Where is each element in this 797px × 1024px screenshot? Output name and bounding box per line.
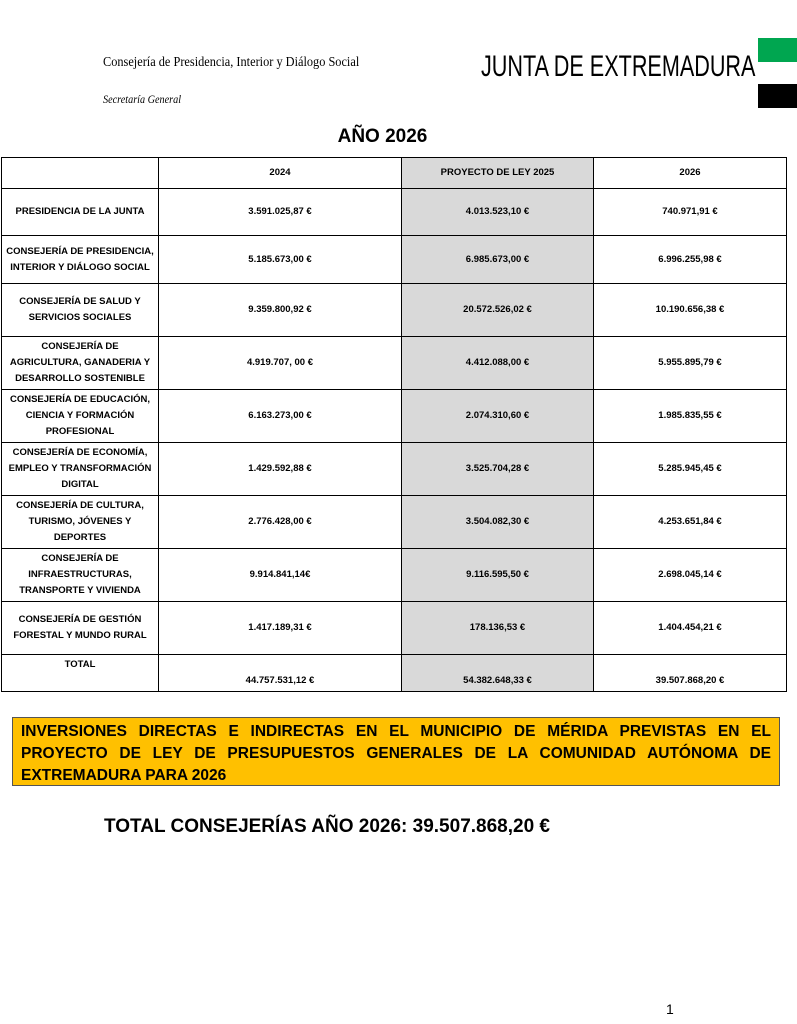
cell-2026: 5.955.895,79 € bbox=[594, 337, 787, 390]
table-row bbox=[2, 390, 787, 443]
cell-2024: 5.185.673,00 € bbox=[159, 236, 402, 284]
total-2026: 39.507.868,20 € bbox=[594, 655, 787, 692]
cell-2026: 10.190.656,38 € bbox=[594, 284, 787, 337]
cell-2025: 178.136,53 € bbox=[402, 602, 594, 655]
cell-2025: 3.504.082,30 € bbox=[402, 496, 594, 549]
row-label: CONSEJERÍA DE GESTIÓN FORESTAL Y MUNDO RURAL bbox=[2, 602, 159, 655]
header-cell-label bbox=[2, 158, 159, 189]
total-label: TOTAL bbox=[2, 655, 159, 692]
cell-2024: 2.776.428,00 € bbox=[159, 496, 402, 549]
table-row bbox=[2, 443, 787, 496]
row-label: PRESIDENCIA DE LA JUNTA bbox=[2, 189, 159, 236]
cell-2026: 4.253.651,84 € bbox=[594, 496, 787, 549]
total-row bbox=[2, 655, 787, 692]
cell-2026: 5.285.945,45 € bbox=[594, 443, 787, 496]
cell-2026: 740.971,91 € bbox=[594, 189, 787, 236]
flag-green-stripe bbox=[758, 38, 797, 62]
row-label: CONSEJERÍA DE INFRAESTRUCTURAS, TRANSPORTE Y VIVIENDA bbox=[2, 549, 159, 602]
cell-2025: 2.074.310,60 € bbox=[402, 390, 594, 443]
cell-2025: 20.572.526,02 € bbox=[402, 284, 594, 337]
cell-2024: 1.429.592,88 € bbox=[159, 443, 402, 496]
row-label: CONSEJERÍA DE CULTURA, TURISMO, JÓVENES Y DEPORTES bbox=[2, 496, 159, 549]
row-label: CONSEJERÍA DE EDUCACIÓN, CIENCIA Y FORMACIÓN PROFESIONAL bbox=[2, 390, 159, 443]
junta-logo: JUNTA DE EXTREMADURA bbox=[481, 50, 756, 83]
table-row bbox=[2, 496, 787, 549]
table-row bbox=[2, 337, 787, 390]
total-2025: 54.382.648,33 € bbox=[402, 655, 594, 692]
row-label: CONSEJERÍA DE ECONOMÍA, EMPLEO Y TRANSFORMACIÓN DIGITAL bbox=[2, 443, 159, 496]
cell-2025: 4.013.523,10 € bbox=[402, 189, 594, 236]
header-cell-2025: PROYECTO DE LEY 2025 bbox=[402, 158, 594, 189]
flag-black-stripe bbox=[758, 84, 797, 108]
budget-table bbox=[1, 157, 787, 692]
cell-2024: 1.417.189,31 € bbox=[159, 602, 402, 655]
cell-2026: 1.404.454,21 € bbox=[594, 602, 787, 655]
table-header-row bbox=[2, 158, 787, 189]
row-label: CONSEJERÍA DE PRESIDENCIA, INTERIOR Y DIÁLOGO SOCIAL bbox=[2, 236, 159, 284]
cell-2024: 6.163.273,00 € bbox=[159, 390, 402, 443]
table-row bbox=[2, 284, 787, 337]
cell-2025: 6.985.673,00 € bbox=[402, 236, 594, 284]
row-label: CONSEJERÍA DE SALUD Y SERVICIOS SOCIALES bbox=[2, 284, 159, 337]
cell-2024: 9.359.800,92 € bbox=[159, 284, 402, 337]
header-subtitle: Secretaría General bbox=[103, 92, 182, 106]
cell-2026: 2.698.045,14 € bbox=[594, 549, 787, 602]
page-number: 1 bbox=[666, 1001, 674, 1017]
header-cell-2026: 2026 bbox=[594, 158, 787, 189]
page-title: AÑO 2026 bbox=[337, 126, 428, 147]
cell-2024: 4.919.707, 00 € bbox=[159, 337, 402, 390]
cell-2024: 9.914.841,14€ bbox=[159, 549, 402, 602]
cell-2024: 3.591.025,87 € bbox=[159, 189, 402, 236]
cell-2025: 4.412.088,00 € bbox=[402, 337, 594, 390]
table-row bbox=[2, 602, 787, 655]
table-row bbox=[2, 189, 787, 236]
header-cell-2024: 2024 bbox=[159, 158, 402, 189]
table-row bbox=[2, 236, 787, 284]
investment-banner: INVERSIONES DIRECTAS E INDIRECTAS EN EL MUNICIPIO DE MÉRIDA PREVISTAS EN EL PROYECTO DE LEY DE PRESUPUESTOS GENERALES DE LA COMUNIDAD AUTÓNOMA DE EXTREMADURA PARA 2026 bbox=[12, 717, 780, 786]
row-label: CONSEJERÍA DE AGRICULTURA, GANADERIA Y DESARROLLO SOSTENIBLE bbox=[2, 337, 159, 390]
cell-2025: 9.116.595,50 € bbox=[402, 549, 594, 602]
cell-2025: 3.525.704,28 € bbox=[402, 443, 594, 496]
cell-2026: 6.996.255,98 € bbox=[594, 236, 787, 284]
table-row bbox=[2, 549, 787, 602]
cell-2026: 1.985.835,55 € bbox=[594, 390, 787, 443]
grand-total: TOTAL CONSEJERÍAS AÑO 2026: 39.507.868,20 € bbox=[104, 816, 550, 837]
total-2024: 44.757.531,12 € bbox=[159, 655, 402, 692]
header-department: Consejería de Presidencia, Interior y Diálogo Social bbox=[103, 55, 360, 70]
